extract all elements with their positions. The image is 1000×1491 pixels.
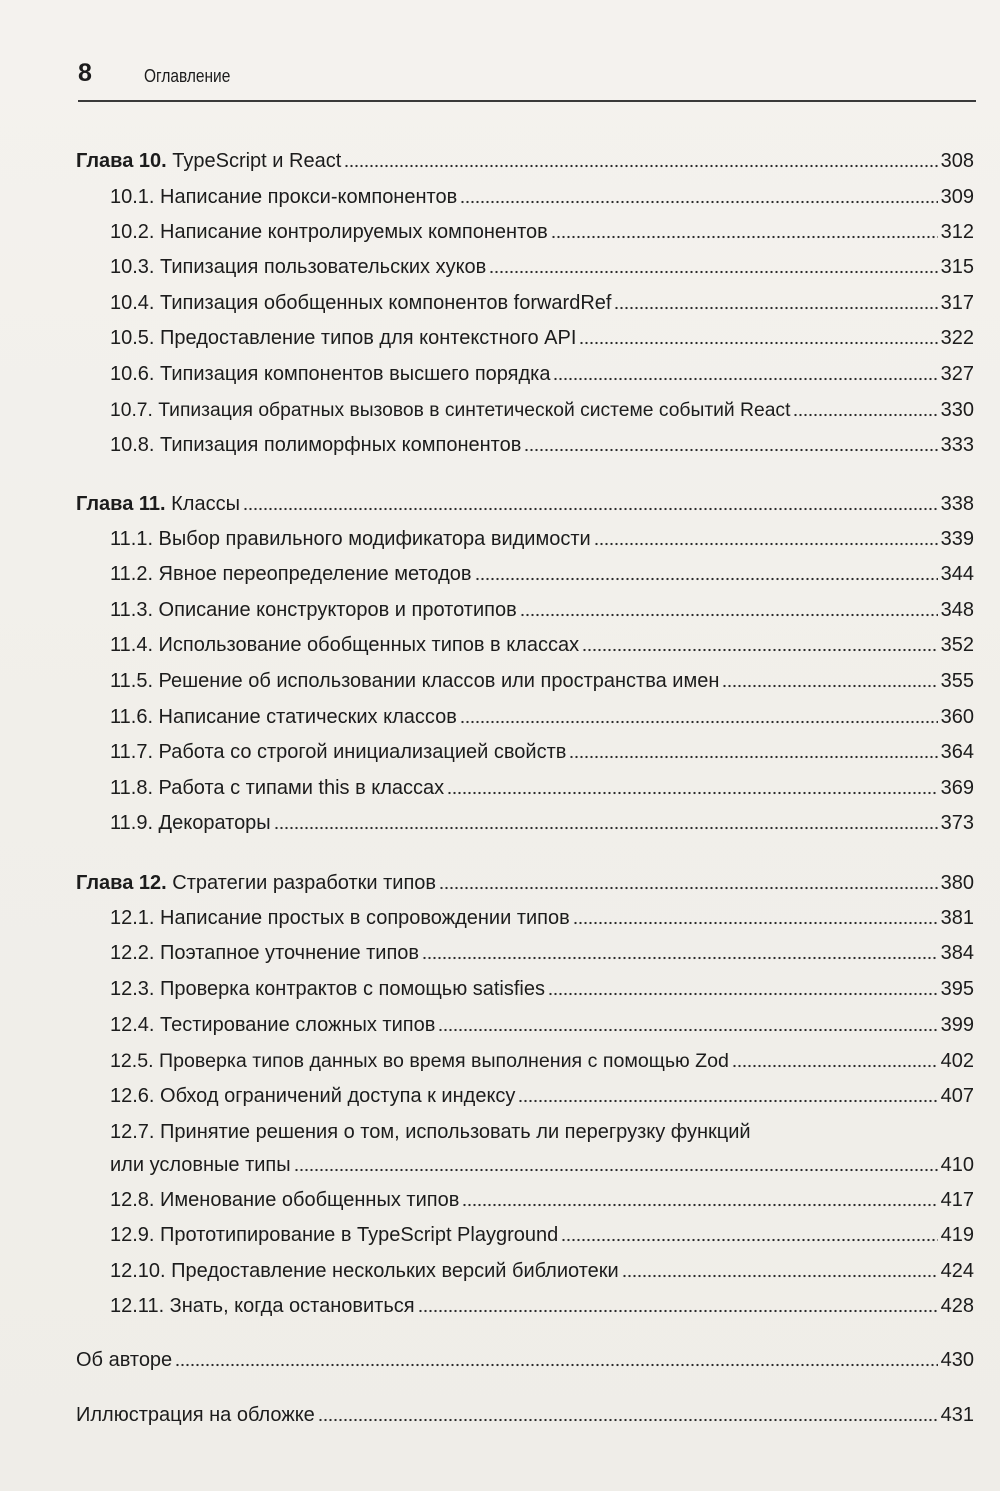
toc-chapter-12[interactable] [76,868,974,898]
toc-about-author[interactable] [76,1345,974,1375]
page-ref: 327 [940,363,974,385]
section-title: 10.3. Типизация пользовательских хуков [110,256,487,278]
dot-leader [438,1028,937,1032]
dot-leader [569,755,937,759]
page-ref: 330 [940,399,974,421]
dot-leader [579,341,937,345]
dot-leader [518,1099,937,1103]
page-ref: 430 [940,1349,974,1371]
dot-leader [422,956,938,960]
dot-leader [274,826,938,830]
toc-section[interactable] [110,630,974,660]
toc-section[interactable] [110,974,974,1004]
page-ref: 419 [940,1224,974,1246]
page-ref: 369 [940,777,974,799]
page-ref: 315 [940,256,974,278]
toc-chapter-10[interactable] [76,146,974,176]
dot-leader [573,921,938,925]
page-ref: 431 [940,1404,974,1426]
section-title: 12.9. Прототипирование в TypeScript Playground [110,1224,559,1246]
dot-leader [439,886,938,890]
toc-section[interactable] [110,1150,974,1180]
dot-leader [594,542,938,546]
toc-section[interactable] [110,288,974,318]
toc-section[interactable] [110,808,974,838]
dot-leader [582,648,938,652]
dot-leader [793,413,937,417]
toc-section[interactable] [110,666,974,696]
toc-section[interactable] [110,1081,974,1111]
toc-section[interactable] [110,182,974,212]
dot-leader [614,306,937,310]
toc-section[interactable] [110,430,974,460]
toc-section[interactable] [110,217,974,247]
dot-leader [294,1168,938,1172]
section-title: 10.2. Написание контролируемых компонентов [110,221,548,243]
section-title: 11.7. Работа со строгой инициализацией свойств [110,741,567,763]
page-ref: 348 [940,599,974,621]
page-ref: 380 [940,872,974,894]
page-ref: 364 [940,741,974,763]
dot-leader [561,1238,937,1242]
section-title: 11.5. Решение об использовании классов или пространства имен [110,670,720,692]
section-title: 12.8. Именование обобщенных типов [110,1189,460,1211]
section-title: 10.6. Типизация компонентов высшего порядка [110,363,551,385]
dot-leader [622,1274,938,1278]
page-ref: 410 [940,1154,974,1176]
page-ref: 338 [940,493,974,515]
section-title: 10.4. Типизация обобщенных компонентов forwardRef [110,292,612,314]
page-ref: 424 [940,1260,974,1282]
section-title: 12.2. Поэтапное уточнение типов [110,942,420,964]
toc-section[interactable] [110,1185,974,1215]
page-ref: 339 [940,528,974,550]
section-title: 12.5. Проверка типов данных во время выполнения с помощью Zod [110,1050,729,1072]
section-title: 12.1. Написание простых в сопровождении типов [110,907,570,929]
toc-section[interactable] [110,1291,974,1321]
section-title[interactable]: 12.7. Принятие решения о том, использовать ли перегрузку функций [110,1121,751,1143]
toc-section[interactable] [110,595,974,625]
page-ref: 417 [940,1189,974,1211]
dot-leader [732,1064,938,1068]
section-title: 12.4. Тестирование сложных типов [110,1014,436,1036]
chapter-label: Глава 12. [76,872,167,894]
page-ref: 428 [940,1295,974,1317]
page-ref: 407 [940,1085,974,1107]
section-title: 11.6. Написание статических классов [110,706,457,728]
toc-section[interactable] [110,1220,974,1250]
dot-leader [551,235,938,239]
dot-leader [175,1363,937,1367]
section-title: 10.8. Типизация полиморфных компонентов [110,434,522,456]
dot-leader [548,992,938,996]
toc-cover-illustration[interactable] [76,1400,974,1430]
dot-leader [489,270,937,274]
page-ref: 399 [940,1014,974,1036]
dot-leader [243,507,938,511]
section-title: 10.1. Написание прокси-компонентов [110,186,458,208]
chapter-title: Стратегии разработки типов [172,872,437,894]
toc-chapter-11[interactable] [76,489,974,519]
chapter-title: Классы [171,493,240,515]
toc-section[interactable] [110,1010,974,1040]
section-title: 11.9. Декораторы [110,812,271,834]
toc-section[interactable] [110,395,974,425]
dot-leader [318,1418,938,1422]
section-title: 10.7. Типизация обратных вызовов в синтетической системе событий React [110,400,791,421]
page-ref: 308 [940,150,974,172]
toc-section[interactable] [110,524,974,554]
page-ref: 322 [940,327,974,349]
dot-leader [344,164,937,168]
dot-leader [447,791,937,795]
section-title: 12.3. Проверка контрактов с помощью satisfies [110,978,545,1000]
dot-leader [460,720,938,724]
toc-section[interactable] [110,559,974,589]
dot-leader [722,684,937,688]
toc-section[interactable] [110,323,974,353]
page-ref: 317 [940,292,974,314]
page-ref: 384 [940,942,974,964]
chapter-title: TypeScript и React [172,150,342,172]
page-ref: 333 [940,434,974,456]
dot-leader [524,448,937,452]
page-ref: 402 [940,1050,974,1072]
section-title: 12.6. Обход ограничений доступа к индексу [110,1085,516,1107]
dot-leader [462,1203,937,1207]
page-ref: 355 [940,670,974,692]
chapter-label: Глава 10. [76,150,167,172]
toc-section[interactable] [110,1256,974,1286]
page-ref: 373 [940,812,974,834]
page-ref: 381 [940,907,974,929]
section-title: 11.4. Использование обобщенных типов в классах [110,634,580,656]
section-title: 10.5. Предоставление типов для контекстного API [110,327,577,349]
dot-leader [520,613,938,617]
toc-section[interactable] [110,938,974,968]
page-ref: 312 [940,221,974,243]
section-title: 11.1. Выбор правильного модификатора видимости [110,528,591,550]
back-matter-title: Об авторе [76,1349,173,1371]
running-title: Оглавление [144,66,231,86]
section-title: 11.2. Явное переопределение методов [110,563,472,585]
dot-leader [460,200,937,204]
toc-section[interactable] [110,1046,974,1076]
dot-leader [475,577,938,581]
toc-section[interactable] [110,359,974,389]
page-ref: 395 [940,978,974,1000]
page-number: 8 [78,59,92,87]
page-ref: 360 [940,706,974,728]
dot-leader [418,1309,938,1313]
section-title: 11.3. Описание конструкторов и прототипов [110,599,517,621]
toc-section[interactable] [110,252,974,282]
section-title: 12.11. Знать, когда остановиться [110,1295,415,1317]
section-title: 11.8. Работа с типами this в классах [110,777,445,799]
section-title-continued: или условные типы [110,1154,291,1176]
page-ref: 352 [940,634,974,656]
back-matter-title: Иллюстрация на обложке [76,1404,315,1426]
dot-leader [553,377,937,381]
toc-section[interactable] [110,773,974,803]
page-ref: 309 [940,186,974,208]
toc-section[interactable] [110,903,974,933]
page-ref: 344 [940,563,974,585]
chapter-label: Глава 11. [76,493,166,515]
toc-section[interactable] [110,702,974,732]
section-title: 12.10. Предоставление нескольких версий библиотеки [110,1260,619,1282]
toc-section[interactable] [110,737,974,767]
